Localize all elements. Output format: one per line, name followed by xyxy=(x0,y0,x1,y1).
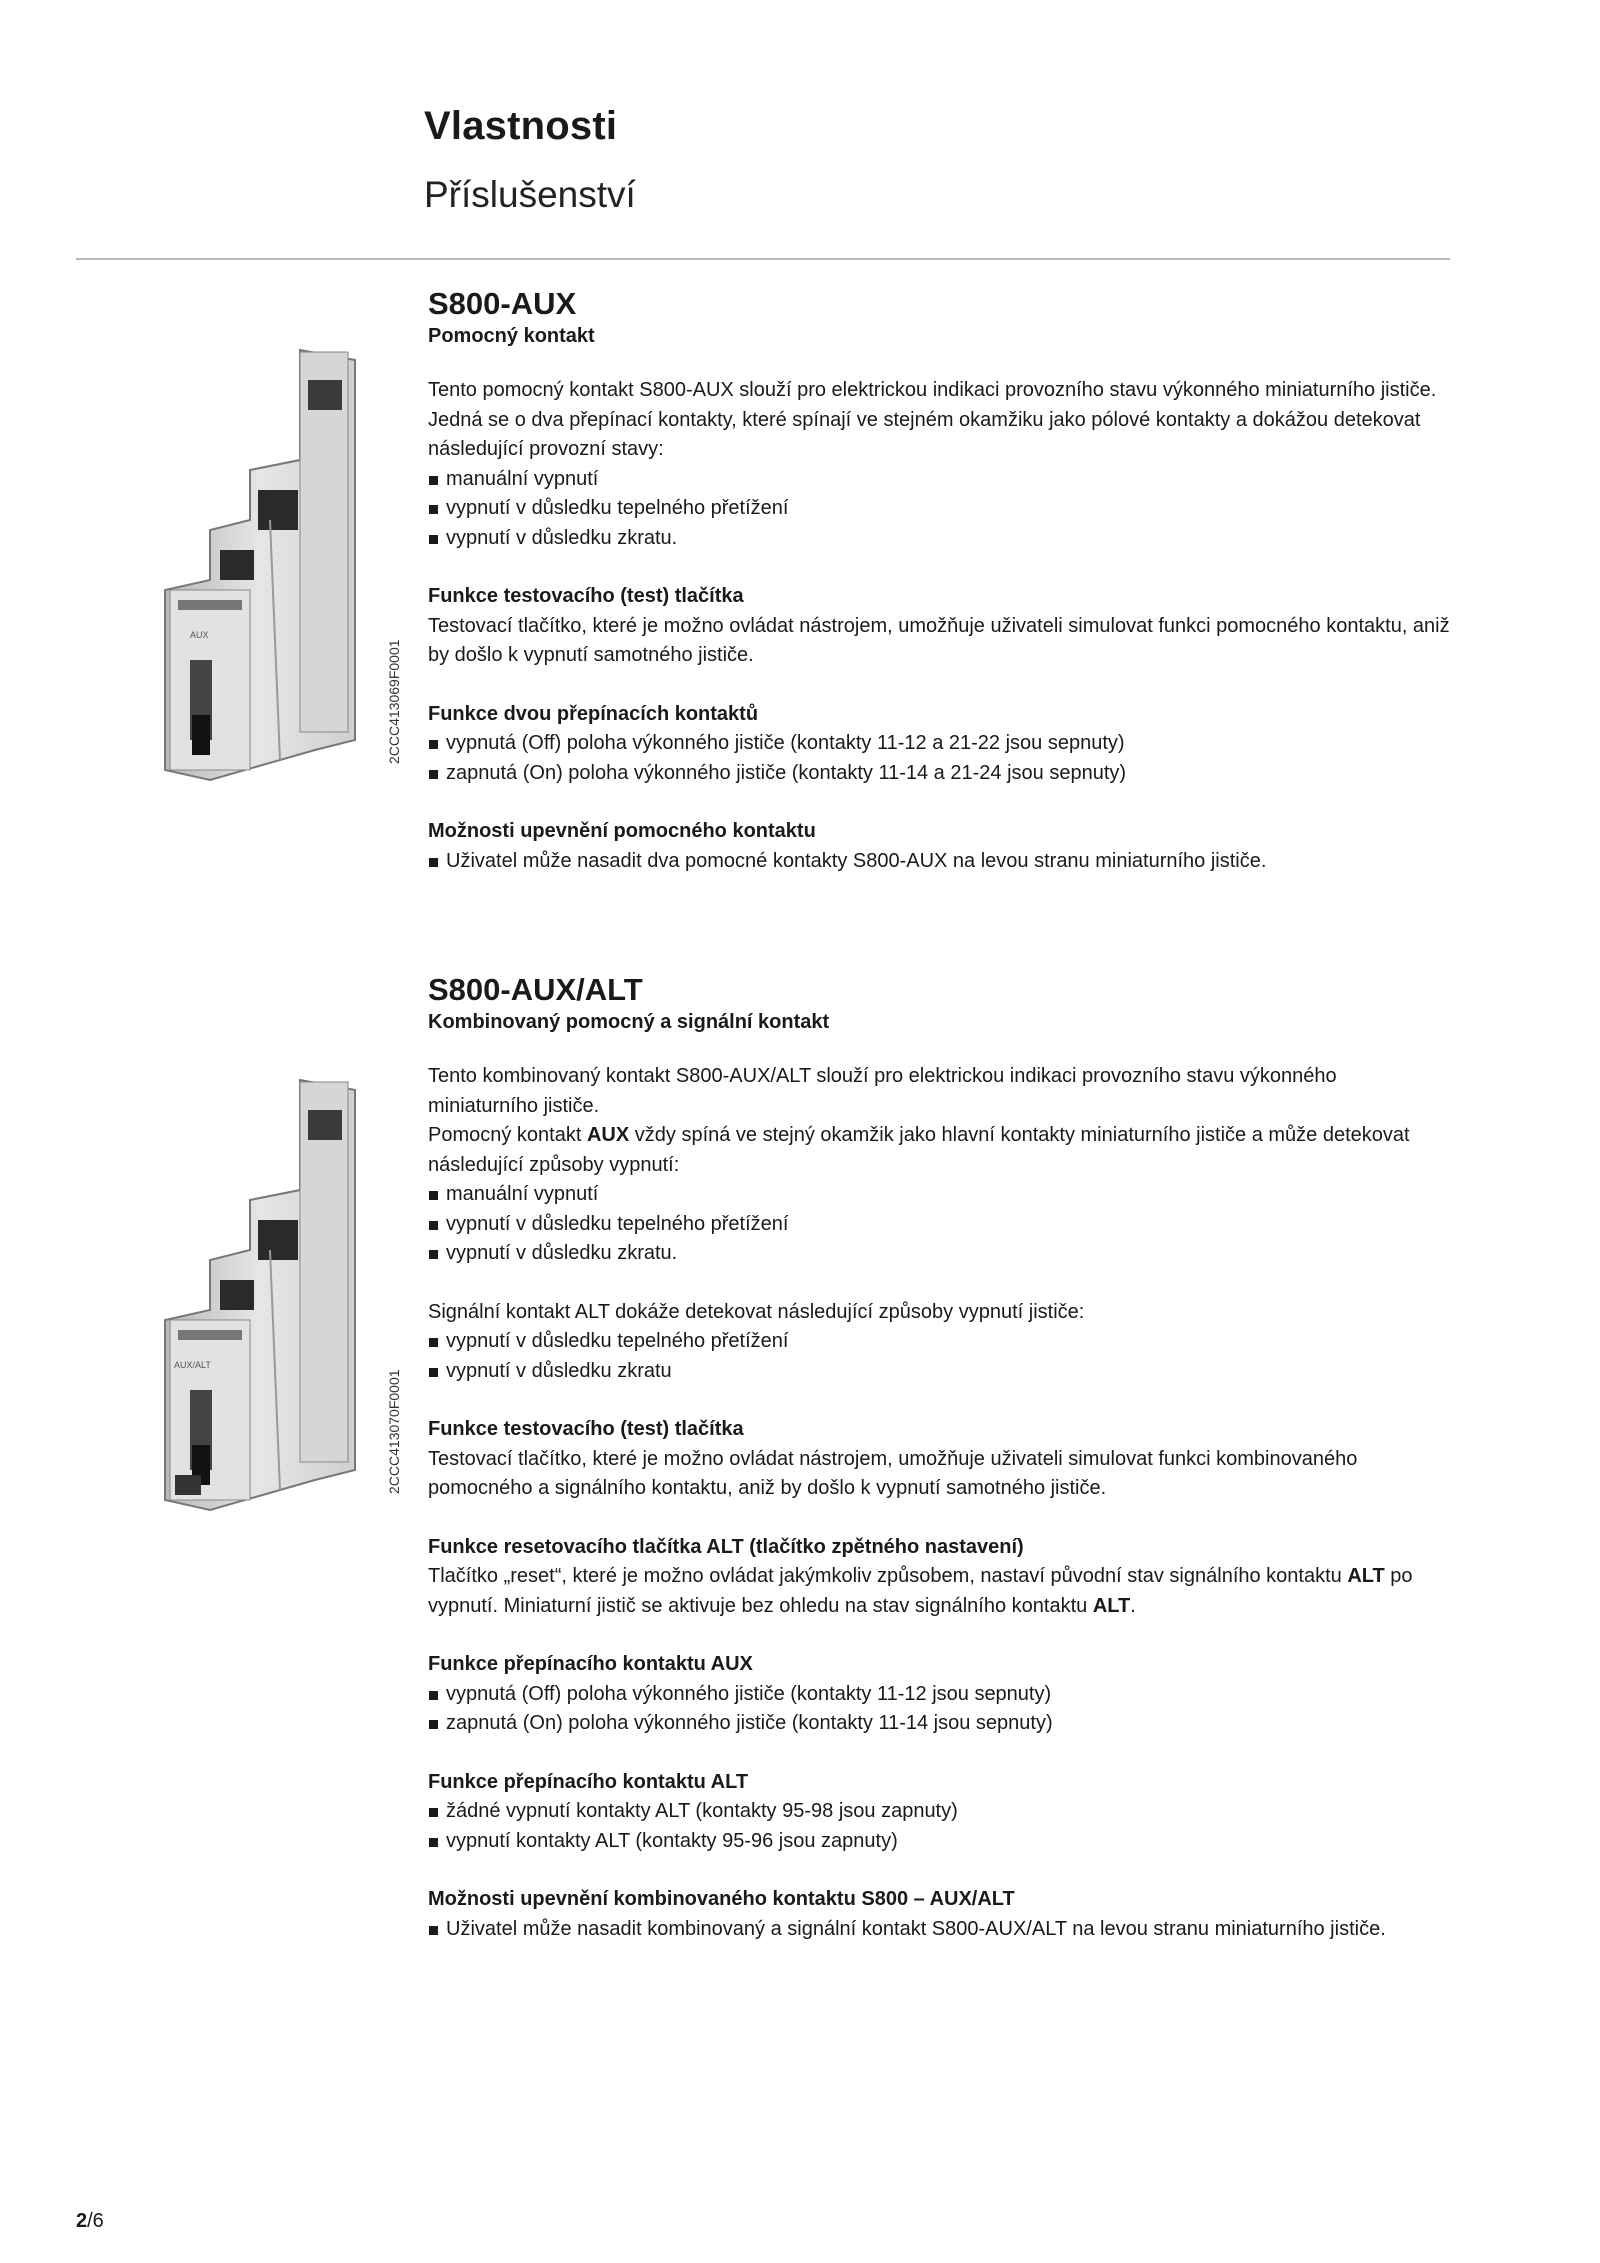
intro-paragraph: Tento pomocný kontakt S800-AUX slouží pro elektrickou indikaci provozního stavu výkonného miniaturního jističe. Jedná se o dva přepínací kontakty, které spínají ve stejném okamžiku jako pólové kontakty a dokážou detekovat následující provozní stavy: xyxy=(428,379,1437,460)
mount-heading: Možnosti upevnění kombinovaného kontaktu S800 – AUX/ALT xyxy=(428,1888,1015,1910)
list-item: vypnutí v důsledku tepelného přetížení xyxy=(428,1327,1452,1357)
list-item: vypnutí v důsledku tepelného přetížení xyxy=(428,494,1452,524)
aux-paragraph: Pomocný kontakt AUX vždy spíná ve stejný okamžik jako hlavní kontakty miniaturního jističe a může detekovat následující způsoby vypnutí: xyxy=(428,1124,1410,1176)
list-item: zapnutá (On) poloha výkonného jističe (kontakty 11-14 a 21-24 jsou sepnuty) xyxy=(428,759,1452,789)
section-title: S800-AUX xyxy=(428,286,577,321)
intro-paragraph: Tento kombinovaný kontakt S800-AUX/ALT slouží pro elektrickou indikaci provozního stavu výkonného miniaturního jističe. xyxy=(428,1065,1337,1117)
header-divider xyxy=(76,258,1450,260)
list-item: vypnutí v důsledku zkratu. xyxy=(428,1239,1452,1269)
list-item: zapnutá (On) poloha výkonného jističe (kontakty 11-14 jsou sepnuty) xyxy=(428,1709,1452,1739)
test-text: Testovací tlačítko, které je možno ovládat nástrojem, umožňuje uživateli simulovat funkci kombinovaného pomocného a signálního kontaktu, aniž by došlo k vypnutí samotného jističe. xyxy=(428,1447,1358,1499)
list-item: žádné vypnutí kontakty ALT (kontakty 95-98 jsou zapnuty) xyxy=(428,1797,1452,1827)
section-subtitle: Pomocný kontakt xyxy=(428,325,595,347)
section-subtitle: Kombinovaný pomocný a signální kontakt xyxy=(428,1011,830,1033)
section-title: S800-AUX/ALT xyxy=(428,972,643,1007)
mount-heading: Možnosti upevnění pomocného kontaktu xyxy=(428,820,816,842)
photo-label: AUX/ALT xyxy=(174,1360,211,1370)
section-s800-aux xyxy=(428,286,1452,876)
list-item: manuální vypnutí xyxy=(428,465,1452,495)
list-item: Uživatel může nasadit dva pomocné kontakty S800-AUX na levou stranu miniaturního jističe. xyxy=(428,847,1452,877)
section-s800-aux-alt xyxy=(428,972,1452,1944)
photo-code: 2CCC413069F0001 xyxy=(386,639,402,764)
page-number: 2/6 xyxy=(76,2210,104,2232)
list-item: vypnutá (Off) poloha výkonného jističe (kontakty 11-12 jsou sepnuty) xyxy=(428,1680,1452,1710)
photo-code: 2CCC413070F0001 xyxy=(386,1369,402,1494)
list-item: vypnutí v důsledku zkratu. xyxy=(428,524,1452,554)
photo-label: AUX xyxy=(190,630,209,640)
list-item: vypnutí v důsledku tepelného přetížení xyxy=(428,1210,1452,1240)
alt-switch-heading: Funkce přepínacího kontaktu ALT xyxy=(428,1770,749,1793)
reset-text: Tlačítko „reset“, které je možno ovládat jakýmkoliv způsobem, nastaví původní stav signálního kontaktu ALT po vypnutí. Miniaturní jistič se aktivuje bez ohledu na stav signálního kontaktu ALT. xyxy=(428,1565,1413,1617)
alt-paragraph: Signální kontakt ALT dokáže detekovat následující způsoby vypnutí jističe: xyxy=(428,1300,1085,1323)
page-subtitle: Příslušenství xyxy=(424,174,636,215)
list-item: vypnutá (Off) poloha výkonného jističe (kontakty 11-12 a 21-22 jsou sepnuty) xyxy=(428,729,1452,759)
list-item: Uživatel může nasadit kombinovaný a signální kontakt S800-AUX/ALT na levou stranu miniaturního jističe. xyxy=(428,1915,1452,1945)
page-title: Vlastnosti xyxy=(424,104,618,148)
aux-switch-heading: Funkce přepínacího kontaktu AUX xyxy=(428,1653,753,1675)
list-item: vypnutí v důsledku zkratu xyxy=(428,1357,1452,1387)
list-item: vypnutí kontakty ALT (kontakty 95-96 jsou zapnuty) xyxy=(428,1827,1452,1857)
product-photo-aux-alt xyxy=(150,1070,390,1530)
test-text: Testovací tlačítko, které je možno ovládat nástrojem, umožňuje uživateli simulovat funkci pomocného kontaktu, aniž by došlo k vypnutí samotného jističe. xyxy=(428,614,1450,666)
reset-heading: Funkce resetovacího tlačítka ALT (tlačítko zpětného nastavení) xyxy=(428,1535,1024,1558)
test-heading: Funkce testovacího (test) tlačítka xyxy=(428,1418,744,1440)
test-heading: Funkce testovacího (test) tlačítka xyxy=(428,585,744,607)
switch-heading: Funkce dvou přepínacích kontaktů xyxy=(428,702,759,725)
product-photo-aux xyxy=(150,340,390,800)
list-item: manuální vypnutí xyxy=(428,1180,1452,1210)
